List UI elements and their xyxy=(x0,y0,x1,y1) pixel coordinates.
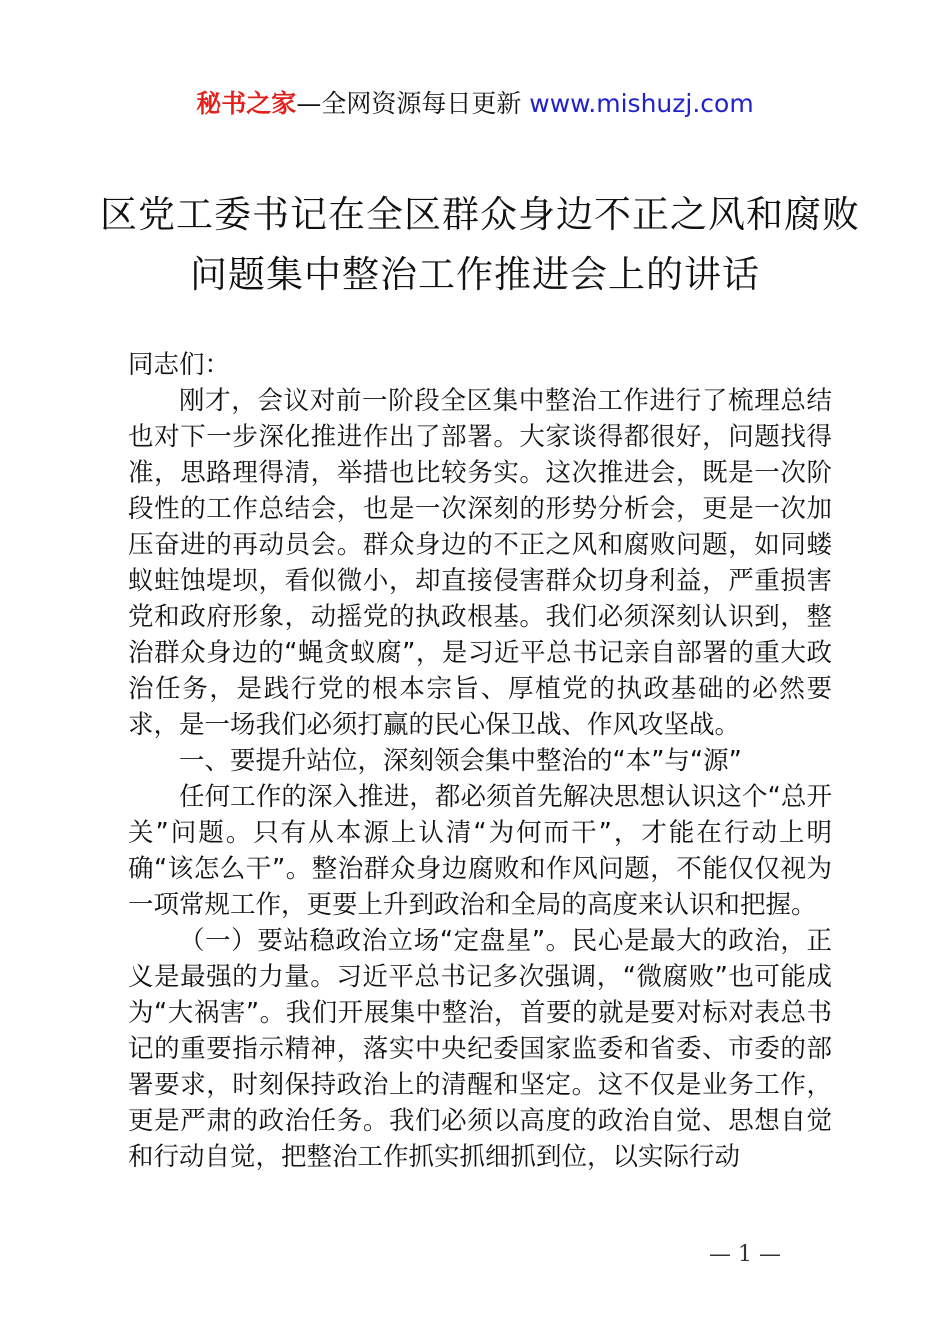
brand-name: 秘书之家 xyxy=(196,89,297,118)
document-body xyxy=(128,347,832,1175)
paragraph: 任何工作的深入推进，都必须首先解决思想认识这个“总开关”问题。只有从本源上认清“为何而干”，才能在行动上明确“该怎么干”。整治群众身边腐败和作风问题，不能仅仅视为一项常规工作，更要上升到政治和全局的高度来认识和把握。 xyxy=(128,782,832,920)
section-heading: 一、要提升站位，深刻领会集中整治的“本”与“源” xyxy=(179,746,742,776)
document-title xyxy=(100,185,860,305)
title-line-2: 问题集中整治工作推进会上的讲话 xyxy=(190,253,760,296)
greeting: 同志们： xyxy=(128,350,231,380)
title-line-1: 区党工委书记在全区群众身边不正之风和腐败 xyxy=(100,193,860,236)
page-number: — 1 — xyxy=(709,1242,781,1267)
paragraph: 刚才，会议对前一阶段全区集中整治工作进行了梳理总结也对下一步深化推进作出了部署。大家谈得都很好，问题找得准，思路理得清，举措也比较务实。这次推进会，既是一次阶段性的工作总结会，也是一次深刻的形势分析会，更是一次加压奋进的再动员会。群众身边的不正之风和腐败问题，如同蝼蚁蛀蚀堤坝，看似微小，却直接侵害群众切身利益，严重损害党和政府形象，动摇党的执政根基。我们必须深刻认识到，整治群众身边的“蝇贪蚁腐”，是习近平总书记亲自部署的重大政治任务，是践行党的根本宗旨、厚植党的执政基础的必然要求，是一场我们必须打赢的民心保卫战、作风攻坚战。 xyxy=(128,386,832,740)
header-url[interactable]: www.mishuzj.com xyxy=(529,89,754,118)
header-tagline: —全网资源每日更新 xyxy=(296,89,530,118)
paragraph: （一）要站稳政治立场“定盘星”。民心是最大的政治，正义是最强的力量。习近平总书记多次强调，“微腐败”也可能成为“大祸害”。我们开展集中整治，首要的就是要对标对表总书记的重要指示精神，落实中央纪委国家监委和省委、市委的部署要求，时刻保持政治上的清醒和坚定。这不仅是业务工作，更是严肃的政治任务。我们必须以高度的政治自觉、思想自觉和行动自觉，把整治工作抓实抓细抓到位，以实际行动 xyxy=(128,926,832,1172)
site-header xyxy=(0,86,950,122)
